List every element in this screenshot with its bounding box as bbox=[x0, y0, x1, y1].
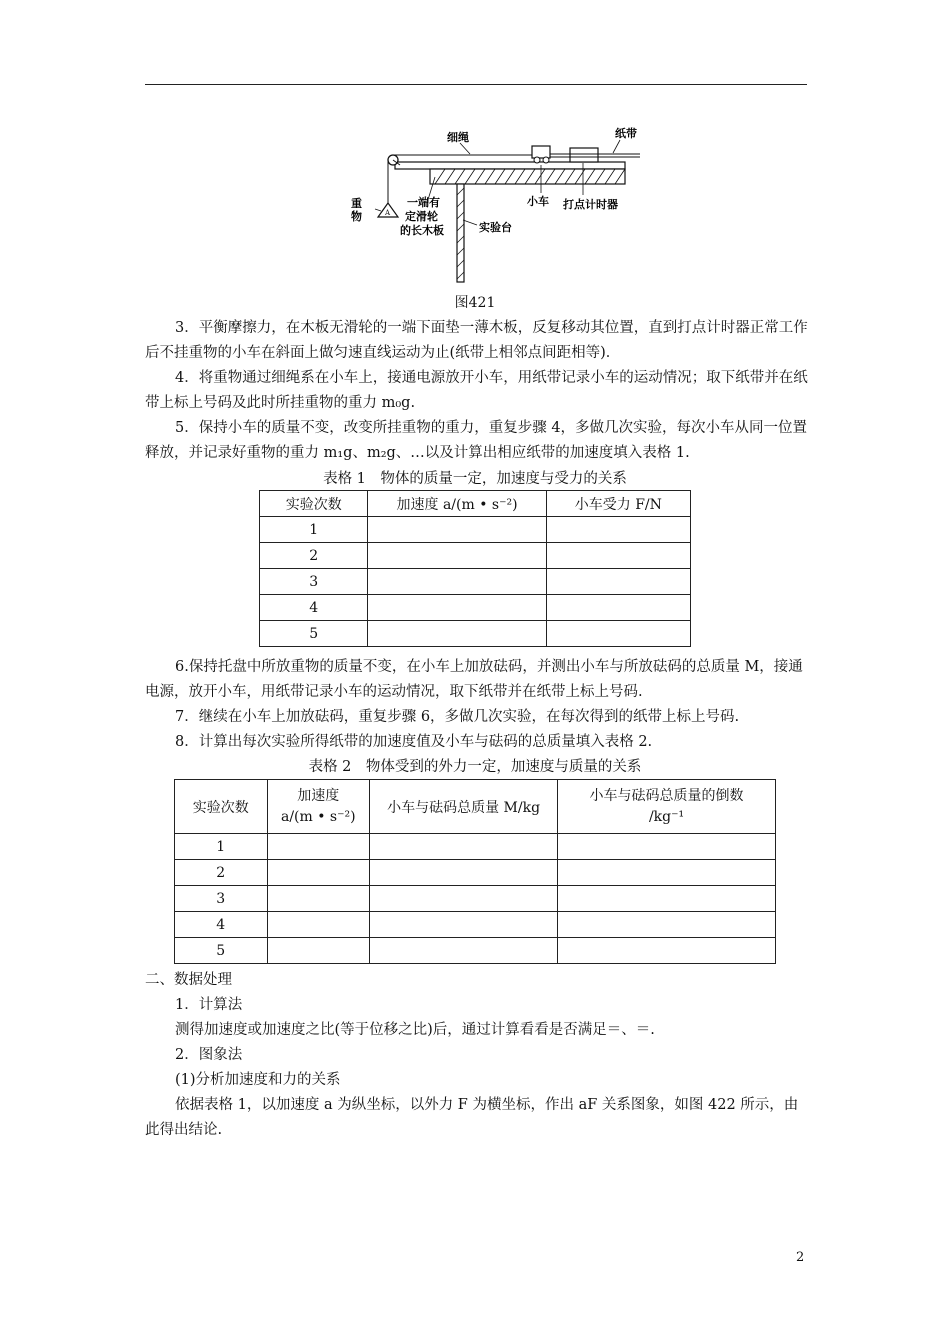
table-row: 2 bbox=[175, 860, 776, 886]
label-tape: 纸带 bbox=[615, 127, 637, 140]
step-4: 4．将重物通过细绳系在小车上，接通电源放开小车，用纸带记录小车的运动情况；取下纸带并在纸带上标上号码及此时所挂重物的重力 m₀g. bbox=[145, 370, 808, 411]
table1-caption: 表格 1 物体的质量一定，加速度与受力的关系 bbox=[323, 471, 627, 487]
label-cart: 小车 bbox=[527, 195, 549, 208]
table2-caption: 表格 2 物体受到的外力一定，加速度与质量的关系 bbox=[308, 759, 642, 775]
label-rope: 细绳 bbox=[447, 131, 469, 144]
method-2-text: 依据表格 1，以加速度 a 为纵坐标，以外力 F 为横坐标，作出 aF 关系图象，如图 422 所示，由此得出结论. bbox=[145, 1097, 799, 1138]
step-6: 6.保持托盘中所放重物的质量不变，在小车上加放砝码，并测出小车与所放砝码的总质量 M，接通电源，放开小车，用纸带记录小车的运动情况，取下纸带并在纸带上标上号码. bbox=[145, 659, 803, 700]
cart-icon bbox=[532, 146, 550, 158]
step-7: 7．继续在小车上加放砝码，重复步骤 6，多做几次实验，在每次得到的纸带上标上号码. bbox=[175, 709, 740, 725]
figure-caption: 图421 bbox=[454, 295, 496, 311]
label-board-3: 的长木板 bbox=[400, 224, 444, 237]
timer-icon bbox=[570, 148, 598, 162]
table-row: 5 bbox=[260, 621, 691, 647]
t2-header-inverse: 小车与砝码总质量的倒数 /kg⁻¹ bbox=[558, 780, 776, 834]
label-weight-1: 重 bbox=[351, 197, 362, 210]
step-8: 8．计算出每次实验所得纸带的加速度值及小车与砝码的总质量填入表格 2. bbox=[175, 734, 653, 750]
t1-header: 小车受力 F/N bbox=[546, 491, 690, 517]
table-row: 5 bbox=[175, 938, 776, 964]
label-timer: 打点计时器 bbox=[563, 198, 618, 211]
t2-header: 实验次数 bbox=[175, 780, 268, 834]
step-3: 3．平衡摩擦力，在木板无滑轮的一端下面垫一薄木板，反复移动其位置，直到打点计时器正常工作后不挂重物的小车在斜面上做匀速直线运动为止(纸带上相邻点间距相等)． bbox=[145, 320, 808, 361]
table-1 bbox=[259, 490, 691, 647]
table-row: 3 bbox=[260, 569, 691, 595]
method-1-text: 测得加速度或加速度之比(等于位移之比)后，通过计算看看是否满足＝、＝. bbox=[175, 1022, 655, 1038]
table-leg bbox=[457, 184, 464, 282]
label-table: 实验台 bbox=[479, 221, 512, 234]
page-number: 2 bbox=[796, 1250, 805, 1265]
header-rule bbox=[145, 84, 807, 85]
t2-header-accel: 加速度 a/(m • s⁻²) bbox=[267, 780, 370, 834]
table-row: 1 bbox=[175, 834, 776, 860]
svg-text:A: A bbox=[385, 209, 391, 217]
apparatus-diagram bbox=[345, 125, 645, 285]
table-row: 4 bbox=[175, 912, 776, 938]
table-row: 2 bbox=[260, 543, 691, 569]
method-2: 2．图象法 bbox=[175, 1047, 243, 1063]
table-row: 1 bbox=[260, 517, 691, 543]
t1-header: 实验次数 bbox=[260, 491, 368, 517]
label-board-2: 定滑轮 bbox=[405, 210, 438, 223]
table-top bbox=[430, 169, 625, 184]
table-row: 3 bbox=[175, 886, 776, 912]
table-row: 4 bbox=[260, 595, 691, 621]
label-weight-2: 物 bbox=[351, 210, 362, 223]
table-2 bbox=[174, 779, 776, 964]
method-2-sub: (1)分析加速度和力的关系 bbox=[175, 1072, 341, 1088]
method-1: 1．计算法 bbox=[175, 997, 243, 1013]
label-board-1: 一端有 bbox=[407, 196, 440, 209]
t1-header: 加速度 a/(m • s⁻²) bbox=[368, 491, 546, 517]
step-5: 5．保持小车的质量不变，改变所挂重物的重力，重复步骤 4，多做几次实验，每次小车从同一位置释放，并记录好重物的重力 m₁g、m₂g、…以及计算出相应纸带的加速度填入表格 1. bbox=[145, 420, 808, 461]
section-title: 二、数据处理 bbox=[145, 972, 232, 988]
long-board bbox=[395, 162, 625, 169]
t2-header: 小车与砝码总质量 M/kg bbox=[370, 780, 558, 834]
